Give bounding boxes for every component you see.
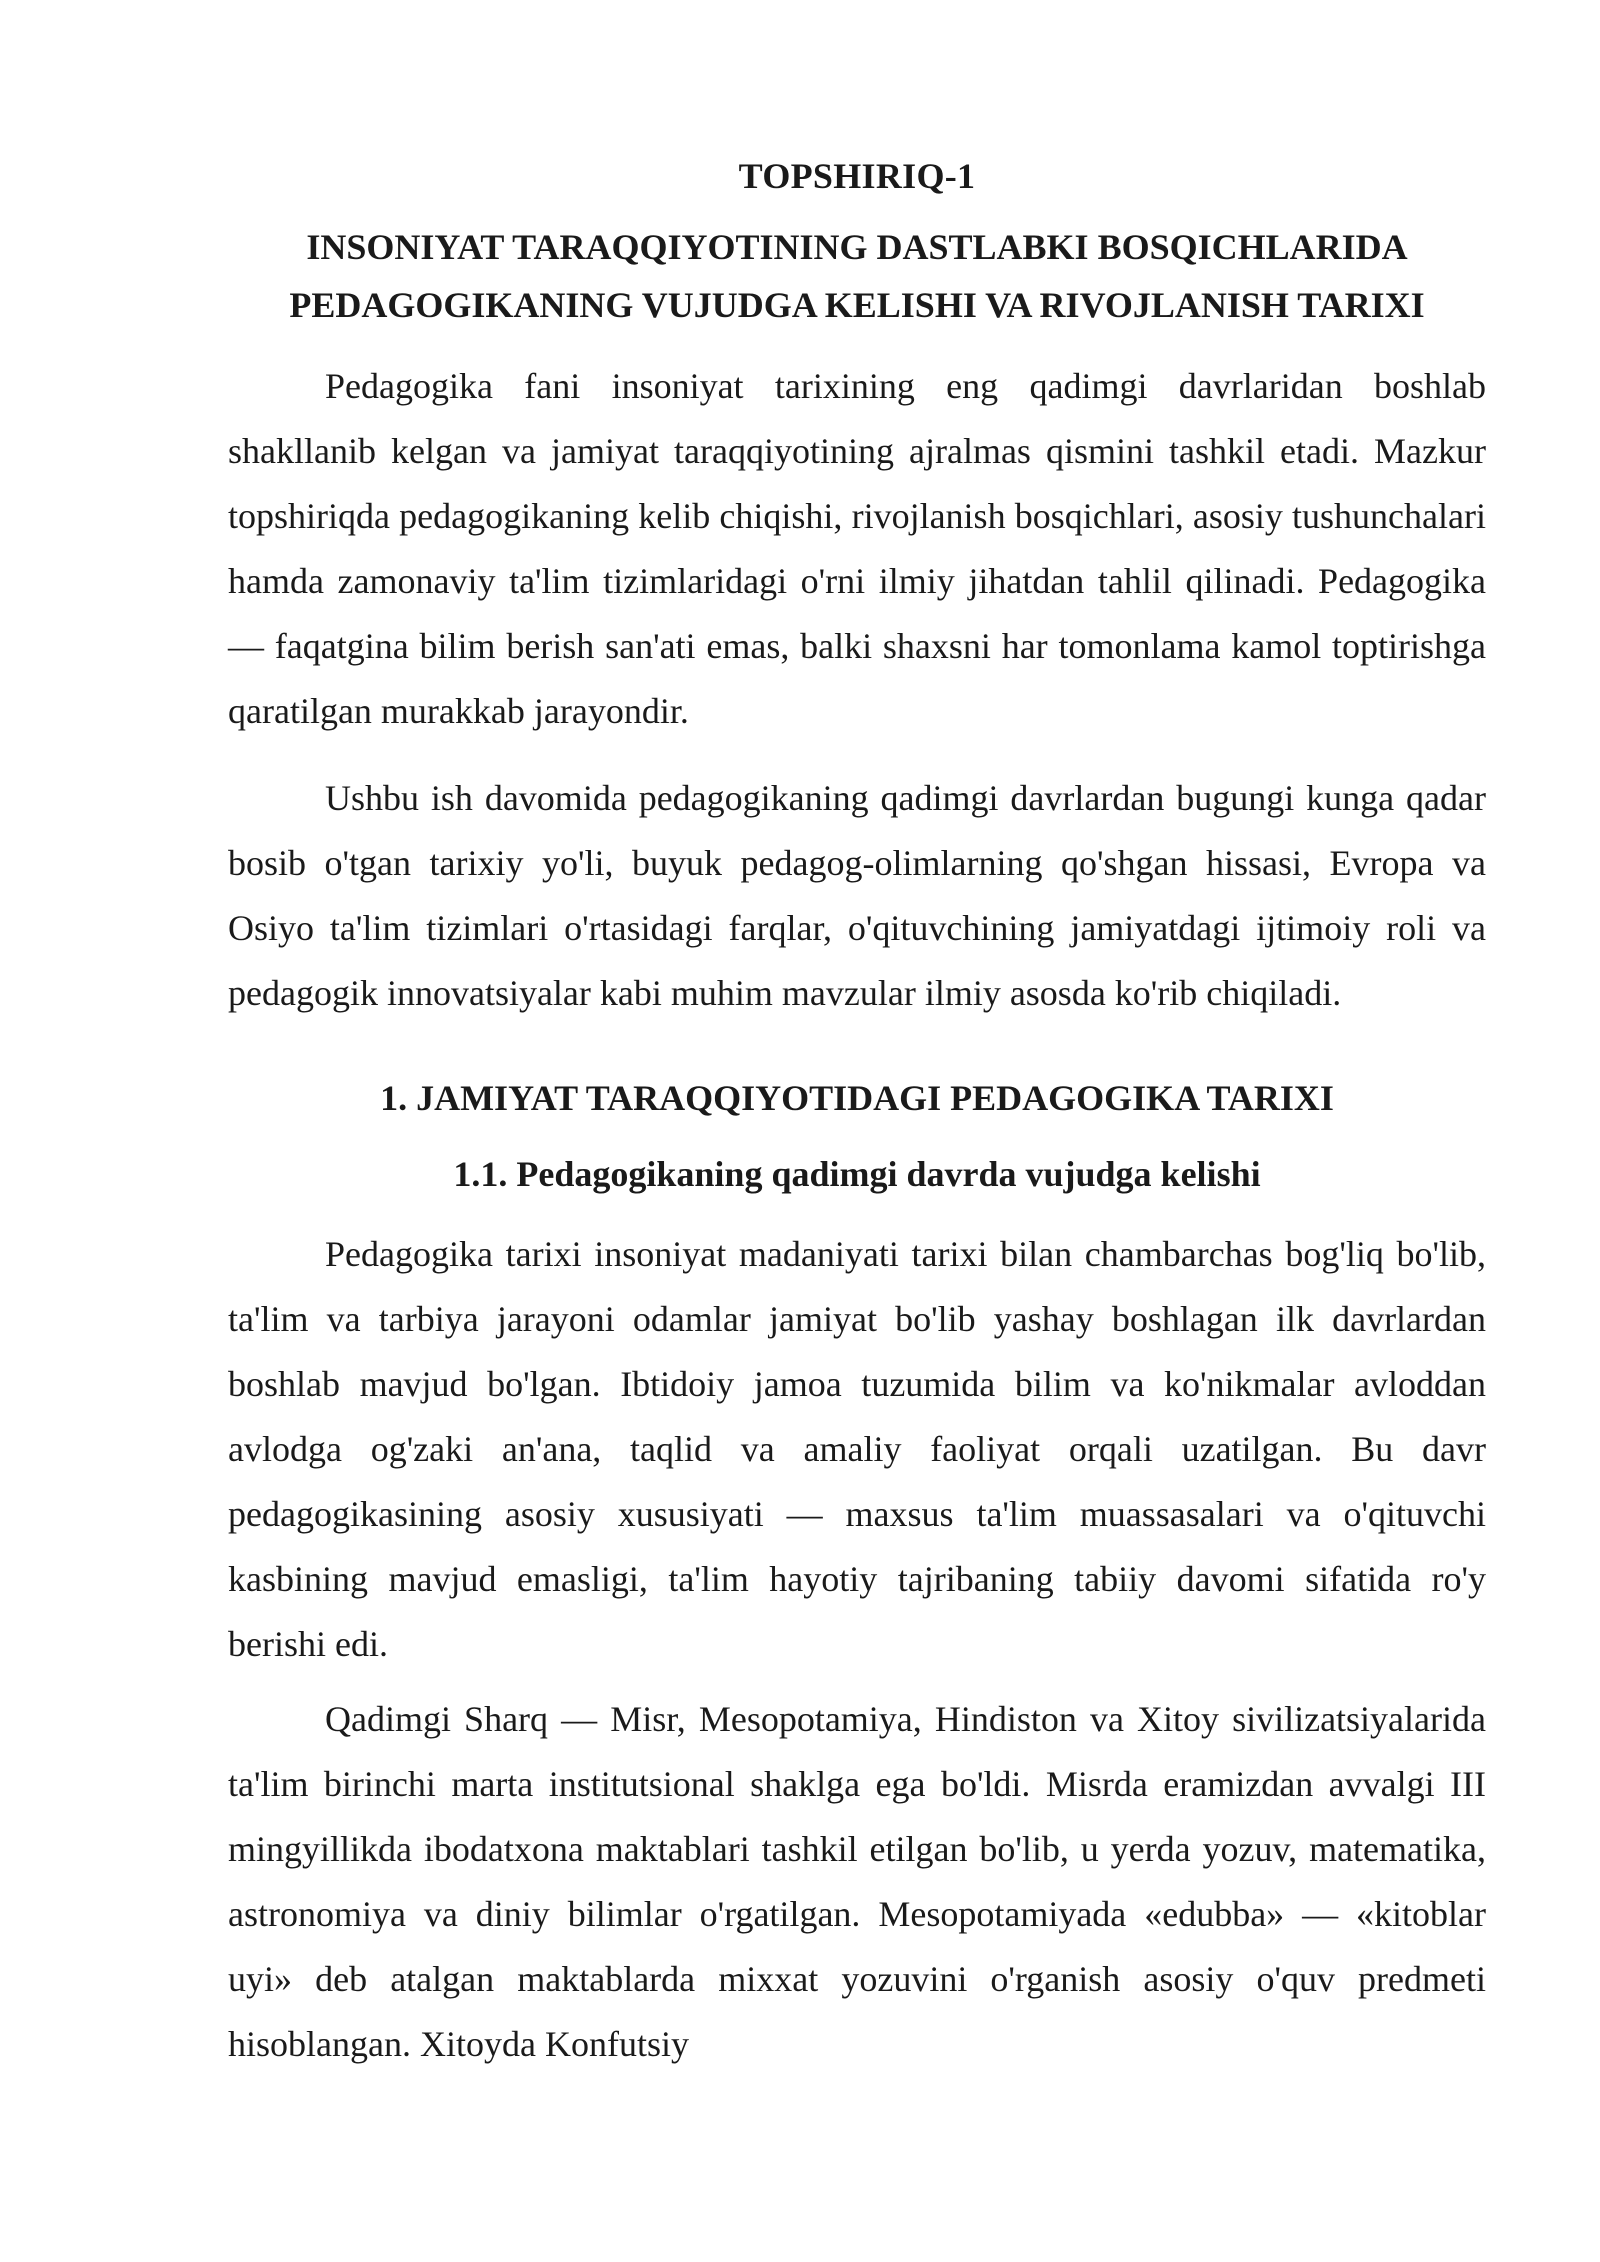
section-heading: 1. JAMIYAT TARAQQIYOTIDAGI PEDAGOGIKA TARIXI [380, 1078, 1334, 1118]
body-paragraph-1: Pedagogika tarixi insoniyat madaniyati tarixi bilan chambarchas bog'liq bo'lib, ta'lim va tarbiya jarayoni odamlar jamiyat bo'lib yashay boshlagan ilk davrlardan boshlab mavjud bo'lgan. Ibtidoiy jamoa tuzumida bilim va ko'nikmalar avloddan avlodga og'zaki an'ana, taqlid va amaliy faoliyat orqali uzatilgan. Bu davr pedagogikasining asosiy xususiyati — maxsus ta'lim muassasalari va o'qituvchi kasbining mavjud emasligi, ta'lim hayotiy tajribaning tabiiy davomi sifatida ro'y berishi edi. [228, 1234, 1486, 1664]
document-title-line-1: INSONIYAT TARAQQIYOTINING DASTLABKI BOSQICHLARIDA [306, 227, 1408, 267]
intro-paragraph-1: Pedagogika fani insoniyat tarixining eng qadimgi davrlaridan boshlab shakllanib kelgan va jamiyat taraqqiyotining ajralmas qismini tashkil etadi. Mazkur topshiriqda pedagogikaning kelib chiqishi, rivojlanish bosqichlari, asosiy tushunchalari hamda zamonaviy ta'lim tizimlaridagi o'rni ilmiy jihatdan tahlil qilinadi. Pedagogika — faqatgina bilim berish san'ati emas, balki shaxsni har tomonlama kamol toptirishga qaratilgan murakkab jarayondir. [228, 366, 1486, 731]
intro-paragraph-2: Ushbu ish davomida pedagogikaning qadimgi davrlardan bugungi kunga qadar bosib o'tgan tarixiy yo'li, buyuk pedagog-olimlarning qo'shgan hissasi, Evropa va Osiyo ta'lim tizimlari o'rtasidagi farqlar, o'qituvchining jamiyatdagi ijtimoiy roli va pedagogik innovatsiyalar kabi muhim mavzular ilmiy asosda ko'rib chiqiladi. [228, 778, 1486, 1013]
document-title [228, 218, 1486, 334]
subsection-heading: 1.1. Pedagogikaning qadimgi davrda vujudga kelishi [453, 1154, 1261, 1194]
document-title-line-2: PEDAGOGIKANING VUJUDGA KELISHI VA RIVOJLANISH TARIXI [289, 285, 1425, 325]
assignment-label: TOPSHIRIQ-1 [738, 156, 976, 196]
body-paragraph-2: Qadimgi Sharq — Misr, Mesopotamiya, Hindiston va Xitoy sivilizatsiyalarida ta'lim birinchi marta institutsional shaklga ega bo'ldi. Misrda eramizdan avvalgi III mingyillikda ibodatxona maktablari tashkil etilgan bo'lib, u yerda yozuv, matematika, astronomiya va diniy bilimlar o'rgatilgan. Mesopotamiyada «edubba» — «kitoblar uyi» deb atalgan maktablarda mixxat yozuvini o'rganish asosiy o'quv predmeti hisoblangan. Xitoyda Konfutsiy [228, 1699, 1486, 2064]
